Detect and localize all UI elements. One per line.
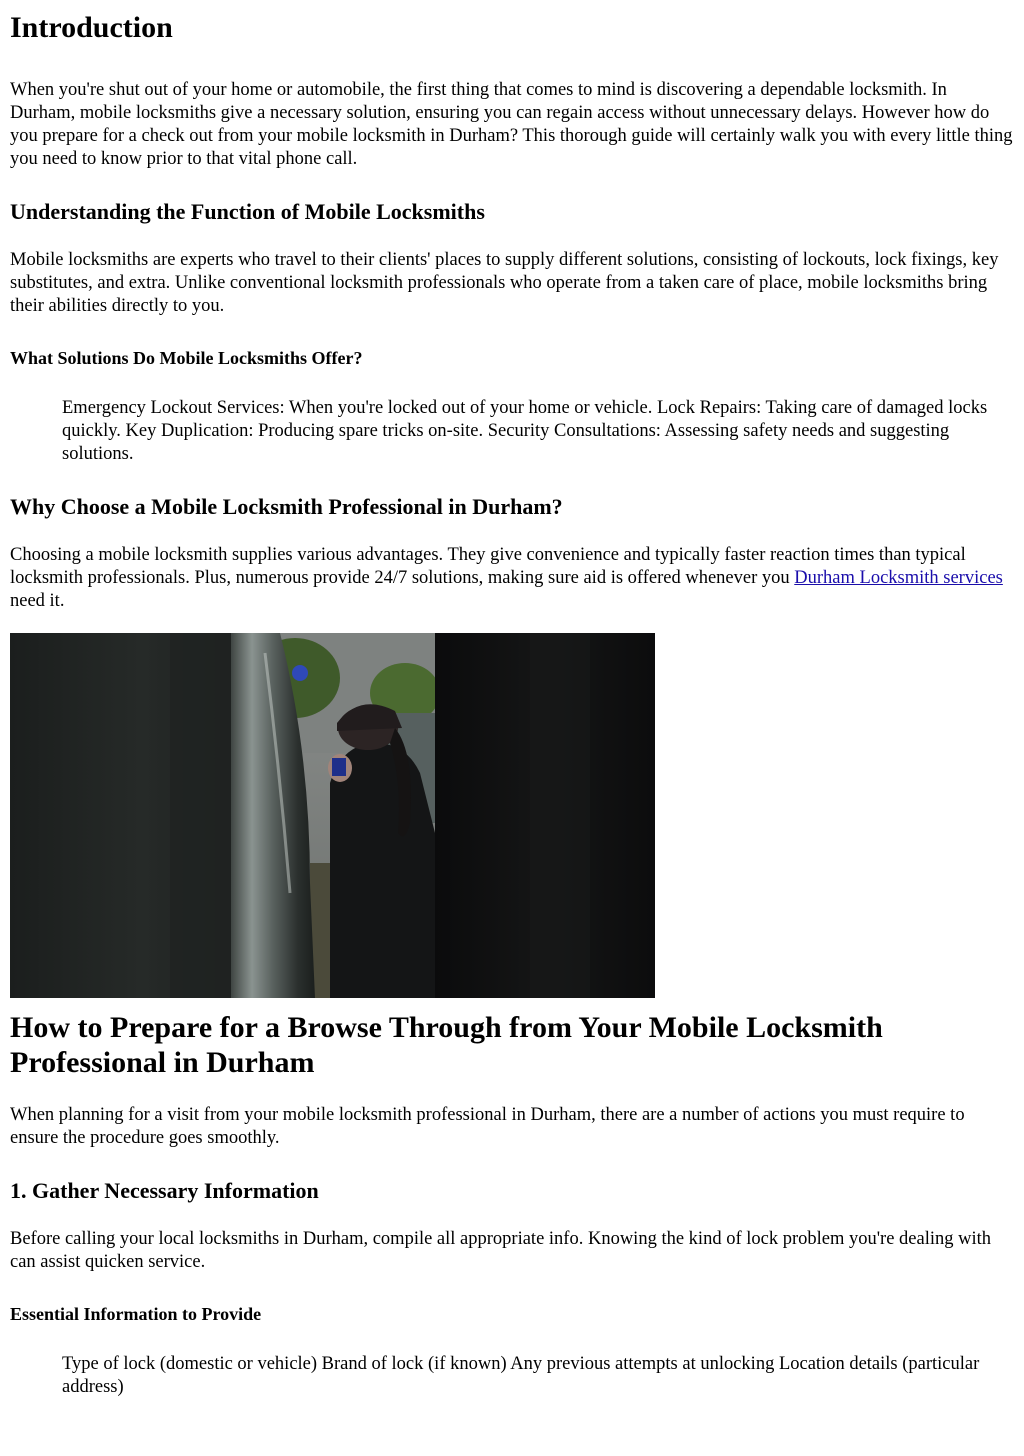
locksmith-photo-graphic <box>10 633 655 998</box>
locksmith-photo <box>10 633 655 998</box>
intro-paragraph: When you're shut out of your home or automobile, the first thing that comes to mind is discovering a dependable locksmith. In Durham, mobile locksmiths give a necessary solution, ensuring you can regain access without unnecessary delays. However how do you prepare for a check out from your mobile locksmith in Durham? This thorough guide will certainly walk you with every little thing you need to know prior to that vital phone call. <box>10 80 1013 169</box>
durham-locksmith-link[interactable]: Durham Locksmith services <box>794 568 1003 588</box>
step1-paragraph: Before calling your local locksmiths in Durham, compile all appropriate info. Knowing the kind of lock problem you're dealing with can assist quicken service. <box>10 1229 992 1272</box>
function-paragraph: Mobile locksmiths are experts who travel to their clients' places to supply different solutions, consisting of lockouts, lock fixings, key substitutes, and extra. Unlike conventional locksmith professionals who operate from a taken care of place, mobile locksmiths bring their abilities directly to you. <box>10 250 999 316</box>
intro-heading: Introduction <box>10 11 173 44</box>
services-list: Emergency Lockout Services: When you're locked out of your home or vehicle. Lock Repairs: Taking care of damaged locks quickly. Key Duplication: Producing spare tricks on-site. Security Consultations: Assessing safety needs and suggesting solutions. <box>62 398 988 464</box>
essential-info-heading: Essential Information to Provide <box>10 1304 262 1324</box>
essential-info-list: Type of lock (domestic or vehicle) Brand of lock (if known) Any previous attempts at unlocking Location details (particular address) <box>62 1354 980 1397</box>
services-subheading: What Solutions Do Mobile Locksmiths Offer? <box>10 348 363 368</box>
why-paragraph-text: Choosing a mobile locksmith supplies various advantages. They give convenience and typically faster reaction times than typical locksmith professionals. Plus, numerous provide 24/7 solutions, making sure aid is offered whenever you <box>10 545 966 588</box>
why-paragraph <box>10 544 1014 613</box>
step1-heading: 1. Gather Necessary Information <box>10 1178 319 1203</box>
function-heading: Understanding the Function of Mobile Locksmiths <box>10 199 485 224</box>
prepare-paragraph: When planning for a visit from your mobile locksmith professional in Durham, there are a number of actions you must require to ensure the procedure goes smoothly. <box>10 1105 965 1148</box>
article <box>0 10 1024 1399</box>
why-heading: Why Choose a Mobile Locksmith Professional in Durham? <box>10 494 563 519</box>
prepare-heading: How to Prepare for a Browse Through from Your Mobile Locksmith Professional in Durham <box>10 1011 883 1079</box>
why-paragraph-end: need it. <box>10 591 65 611</box>
